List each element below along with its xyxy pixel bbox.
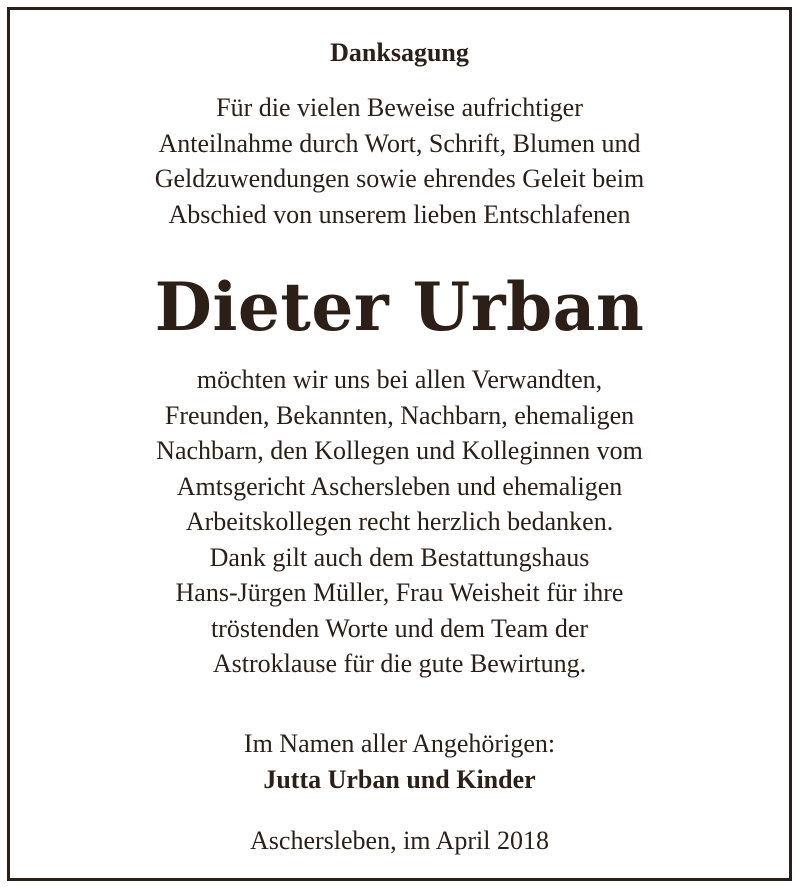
thanks-line: Freunden, Bekannten, Nachbarn, ehemaligen xyxy=(164,400,635,430)
thanks-line: Astroklause für die gute Bewirtung. xyxy=(212,649,587,678)
thanks-line: tröstenden Worte und dem Team der xyxy=(210,613,589,643)
intro-line: Anteilnahme durch Wort, Schrift, Blumen und xyxy=(158,128,641,158)
thanks-line: Hans-Jürgen Müller, Frau Weisheit für ihre xyxy=(175,578,624,607)
thanks-paragraph xyxy=(10,362,789,682)
intro-paragraph xyxy=(10,90,789,232)
place-date: Aschersleben, im April 2018 xyxy=(250,826,549,855)
thanks-line: Arbeitskollegen recht herzlich bedanken. xyxy=(185,507,614,536)
thanks-line: Dank gilt auch dem Bestattungshaus xyxy=(209,542,590,572)
intro-line: Für die vielen Beweise aufrichtiger xyxy=(216,93,583,122)
deceased-name: Dieter Urban xyxy=(154,268,645,346)
thanks-line: Nachbarn, den Kollegen und Kolleginnen vom xyxy=(156,436,643,465)
intro-line: Geldzuwendungen sowie ehrendes Geleit beim xyxy=(154,164,645,193)
intro-line: Abschied von unserem lieben Entschlafenen xyxy=(168,199,631,229)
thanks-line: Amtsgericht Aschersleben und ehemaligen xyxy=(176,471,623,501)
notice-heading: Danksagung xyxy=(330,38,469,67)
notice-frame xyxy=(7,7,792,881)
family-signature: Jutta Urban und Kinder xyxy=(263,765,536,794)
thanks-line: möchten wir uns bei allen Verwandten, xyxy=(196,365,603,394)
signoff-line: Im Namen aller Angehörigen: xyxy=(243,729,556,758)
